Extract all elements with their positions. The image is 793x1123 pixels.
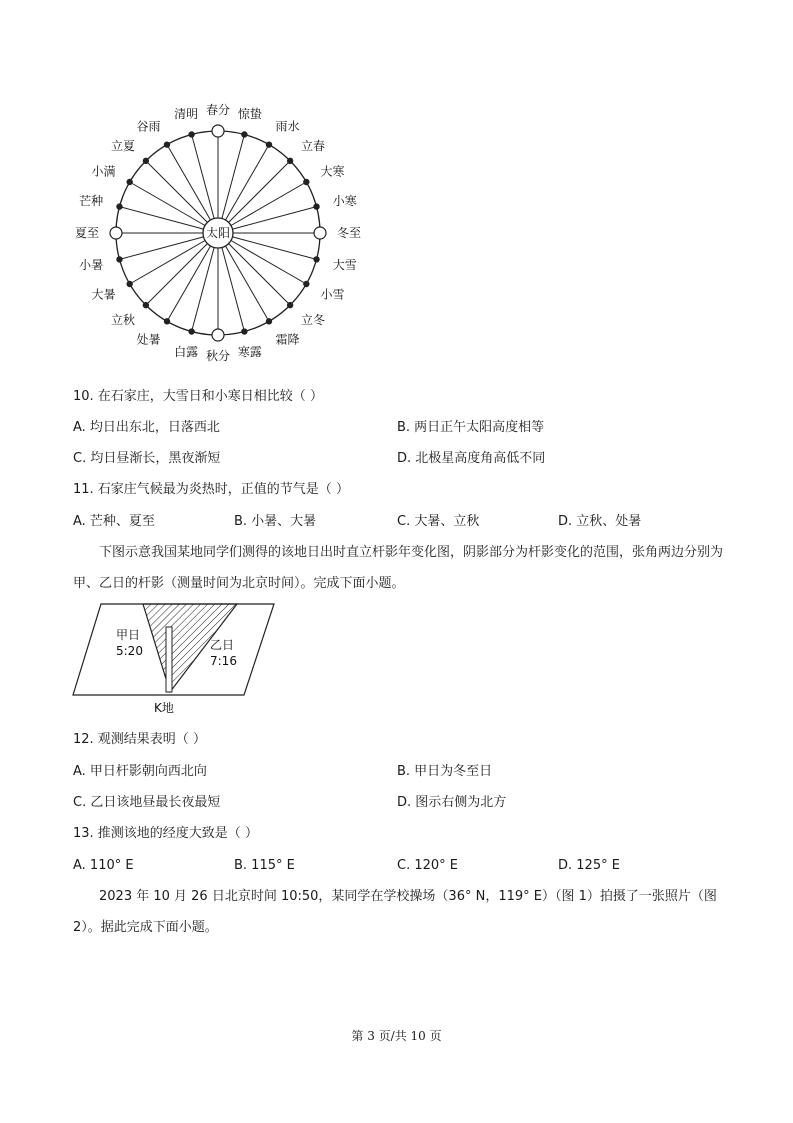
solar-term-label: 谷雨	[136, 119, 161, 134]
q13-option-d: D. 125° E	[558, 858, 620, 873]
term-spoke	[146, 161, 208, 223]
q11-option-c: C. 大暑、立秋	[397, 514, 480, 529]
solar-term-label: 小暑	[79, 257, 104, 272]
solar-term-label: 处暑	[136, 332, 161, 347]
solar-term-label: 小雪	[320, 287, 345, 302]
k-location-label: K地	[154, 701, 174, 715]
q11-stem: 11. 石家庄气候最为炎热时，正值的节气是（ ）	[73, 482, 349, 497]
term-spoke	[229, 161, 291, 223]
term-node	[188, 131, 194, 137]
term-spoke	[146, 244, 208, 306]
term-node	[266, 141, 272, 147]
term-node	[212, 329, 224, 341]
solar-term-label: 寒露	[237, 344, 262, 359]
term-node	[314, 227, 326, 239]
term-node	[303, 281, 309, 287]
solar-term-label: 大雪	[332, 257, 357, 272]
intro-paragraph-shadow: 下图示意我国某地同学们测得的该地日出时直立杆影年变化图，阴影部分为杆影变化的范围，张角两边分别为甲、乙日的杆影（测量时间为北京时间）。完成下面小题。	[73, 545, 724, 591]
jia-day-time: 5:20	[116, 644, 143, 658]
q13-option-b: B. 115° E	[234, 858, 295, 873]
q12-option-d: D. 图示右侧为北方	[397, 795, 507, 810]
solar-term-label: 小满	[91, 164, 116, 179]
yi-day-time: 7:16	[210, 654, 237, 668]
solar-terms-diagram	[70, 95, 370, 375]
term-node	[126, 281, 132, 287]
solar-term-label: 芒种	[79, 194, 104, 209]
term-node	[143, 158, 149, 164]
term-node	[143, 302, 149, 308]
q10-option-b: B. 两日正午太阳高度相等	[397, 420, 545, 435]
term-node	[266, 318, 272, 324]
solar-term-label: 冬至	[336, 226, 362, 240]
solar-term-label: 秋分	[205, 349, 231, 363]
solar-term-label: 立夏	[111, 139, 136, 154]
term-node	[212, 125, 224, 137]
term-node	[287, 302, 293, 308]
q12-stem: 12. 观测结果表明（ ）	[73, 732, 206, 747]
q10-option-c: C. 均日昼渐长，黑夜渐短	[73, 451, 221, 466]
q10-option-a: A. 均日出东北，日落西北	[73, 420, 220, 435]
q11-option-a: A. 芒种、夏至	[73, 514, 155, 529]
q11-option-b: B. 小暑、大暑	[234, 514, 317, 529]
q12-option-b: B. 甲日为冬至日	[397, 764, 493, 779]
solar-term-label: 春分	[205, 103, 231, 117]
term-node	[116, 256, 122, 262]
jia-day-label: 甲日	[116, 628, 141, 642]
solar-term-label: 清明	[174, 107, 199, 122]
term-node	[241, 328, 247, 334]
solar-term-label: 立春	[300, 139, 325, 154]
solar-term-label: 白露	[174, 344, 199, 359]
term-node	[164, 318, 170, 324]
term-node	[313, 203, 319, 209]
pole	[166, 627, 172, 692]
solar-term-label: 大寒	[320, 164, 345, 179]
solar-term-label: 立冬	[300, 312, 325, 327]
intro-paragraph-photo: 2023 年 10 月 26 日北京时间 10:50，某同学在学校操场（36° N，119° E）（图 1）拍摄了一张照片（图 2）。据此完成下面小题。	[73, 889, 717, 935]
term-node	[116, 203, 122, 209]
solar-term-label: 惊蛰	[237, 107, 262, 122]
term-node	[241, 131, 247, 137]
q10-stem: 10. 在石家庄，大雪日和小寒日相比较（ ）	[73, 389, 323, 404]
q13-stem: 13. 推测该地的经度大致是（ ）	[73, 826, 258, 841]
term-node	[313, 256, 319, 262]
solar-term-label: 小寒	[332, 194, 357, 209]
q12-option-a: A. 甲日杆影朝向西北向	[73, 764, 207, 779]
yi-day-label: 乙日	[210, 638, 235, 652]
term-node	[126, 179, 132, 185]
term-spoke	[229, 244, 291, 306]
q12-option-c: C. 乙日该地昼最长夜最短	[73, 795, 221, 810]
q10-option-d: D. 北极星高度角高低不同	[397, 451, 546, 466]
q11-option-d: D. 立秋、处暑	[558, 514, 642, 529]
solar-term-label: 夏至	[74, 226, 100, 240]
solar-term-label: 大暑	[91, 287, 116, 302]
solar-term-label: 立秋	[111, 312, 136, 327]
term-node	[303, 179, 309, 185]
q13-option-a: A. 110° E	[73, 858, 134, 873]
solar-term-label: 雨水	[275, 119, 300, 134]
page-footer: 第 3 页/共 10 页	[351, 1029, 442, 1043]
term-node	[164, 141, 170, 147]
term-node	[188, 328, 194, 334]
q13-option-c: C. 120° E	[397, 858, 459, 873]
solar-term-label: 霜降	[275, 332, 300, 347]
term-node	[287, 158, 293, 164]
pole-shadow-diagram	[70, 600, 280, 718]
sun-label: 太阳	[205, 226, 231, 240]
term-node	[110, 227, 122, 239]
